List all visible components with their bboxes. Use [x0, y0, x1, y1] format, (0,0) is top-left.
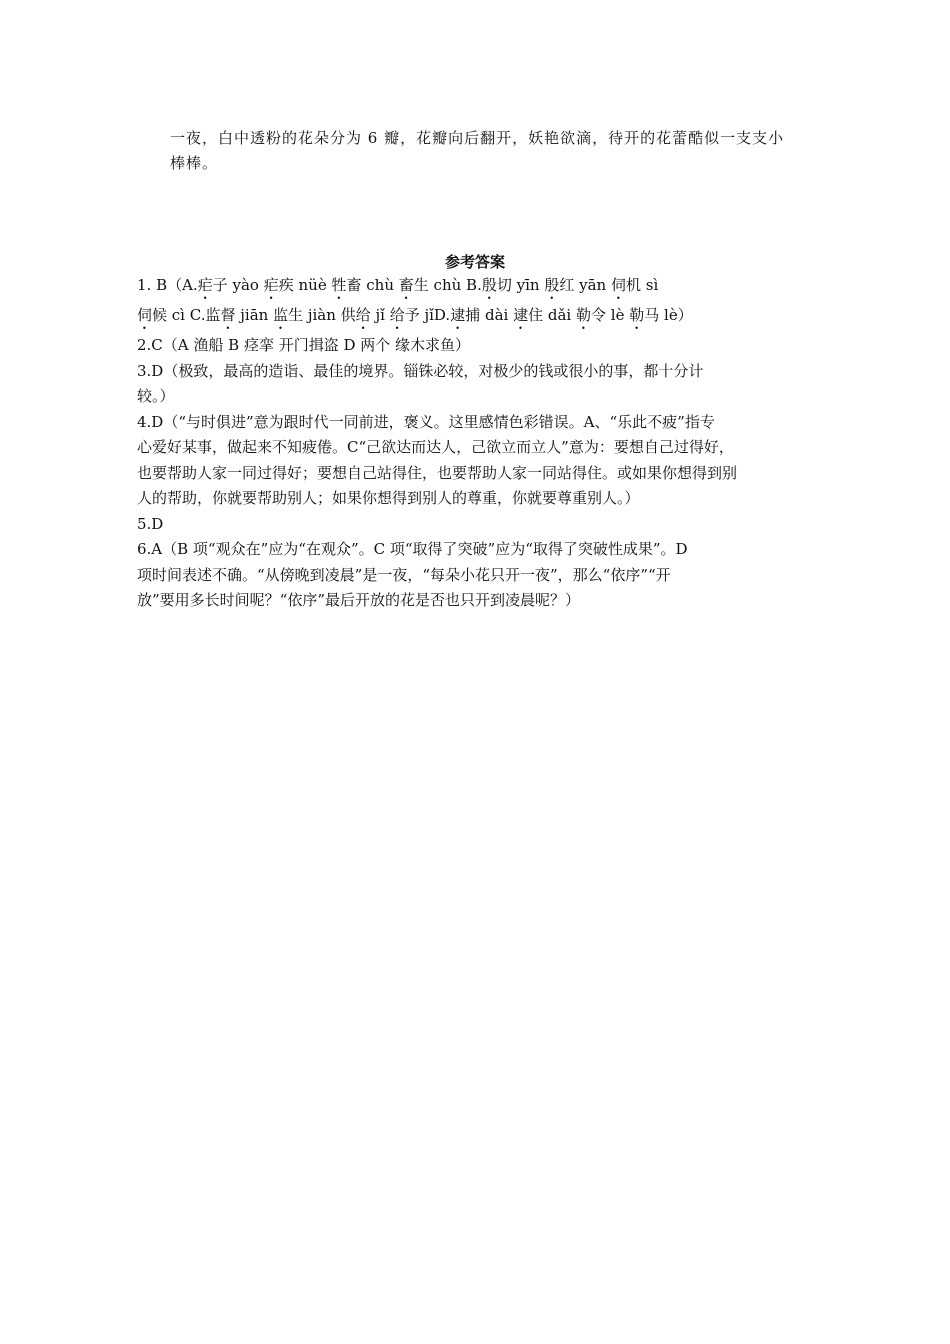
answer-text-segment: jiān: [235, 306, 274, 324]
answer-text-segment: 住 dǎi: [528, 306, 576, 324]
emphasized-character: 伺: [610, 276, 626, 294]
answer-text-segment: 子 yào: [212, 276, 264, 294]
answer-4-line: 人的帮助，你就要帮助别人；如果你想得到别人的尊重，你就要尊重别人。）: [137, 489, 640, 507]
answer-6-line: 6.A（B 项“观众在”应为“在观众”。C 项“取得了突破”应为“取得了突破性成果”。D: [137, 540, 688, 558]
answer-2: 2.C（A 渔船 B 痉挛 开门揖盗 D 两个 缘木求鱼）: [137, 336, 471, 354]
emphasized-character: 勒: [629, 306, 645, 324]
emphasized-character: 逮: [450, 306, 466, 324]
answer-text-segment: 生 jiàn 供: [288, 306, 356, 324]
answer-text-segment: 1. B（A.: [137, 276, 198, 294]
emphasized-character: 给: [389, 306, 405, 324]
answers-title: 参考答案: [444, 253, 505, 271]
answer-4-line: 也要帮助人家一同过得好；要想自己站得住，也要帮助人家一同站得住。或如果你想得到别: [137, 463, 738, 482]
emphasized-character: 监: [273, 306, 289, 324]
answer-text-segment: 机 sì: [625, 276, 659, 294]
answer-text-segment: jǐ: [370, 306, 390, 324]
answer-text-segment: 切 yīn: [496, 276, 545, 294]
answer-6-line: 项时间表述不确。“从傍晚到凌晨”是一夜，“每朵小花只开一夜”，那么“依序”“开: [137, 565, 671, 584]
answer-text-segment: 予 jǐD.: [404, 306, 451, 324]
emphasized-character: 逮: [513, 306, 529, 324]
emphasized-character: 殷: [544, 276, 560, 294]
intro-line: 棒棒。: [170, 154, 219, 172]
answer-text-segment: 令 lè: [591, 306, 630, 324]
answer-4-line: 4.D（“与时俱进”意为跟时代一同前进，褒义。这里感情色彩错误。A、“乐此不疲”指专: [137, 412, 715, 431]
answer-5: 5.D: [137, 514, 164, 533]
answer-text-segment: 捕 dài: [465, 306, 514, 324]
answer-1-line: [137, 273, 837, 303]
emphasized-character: 给: [355, 306, 371, 324]
answer-text-segment: 畜 chù: [346, 276, 399, 294]
answer-6-line: 放”要用多长时间呢？“依序”最后开放的花是否也只开到凌晨呢？）: [137, 591, 581, 609]
emphasized-character: 督: [220, 306, 236, 324]
answer-text-segment: 生 chù B.: [413, 276, 482, 294]
intro-line: 一夜，白中透粉的花朵分为 6 瓣，花瓣向后翻开，妖艳欲滴，待开的花蕾酷似一支支小: [170, 129, 785, 147]
emphasized-character: 勒: [576, 306, 592, 324]
answer-text-segment: 红 yān: [559, 276, 611, 294]
answer-3-line: 3.D（极致，最高的造诣、最佳的境界。锱铢必较，对极少的钱或很小的事，都十分计: [137, 361, 704, 380]
answers-list: [137, 273, 837, 614]
answer-4-line: 心爱好某事，做起来不知疲倦。C“己欲达而达人，己欲立而立人”意为：要想自己过得好，: [137, 438, 734, 456]
emphasized-character: 牲: [331, 276, 347, 294]
emphasized-character: 伺: [137, 306, 153, 324]
answer-text-segment: 疾 nüè: [278, 276, 332, 294]
emphasized-character: 殷: [481, 276, 497, 294]
emphasized-character: 疟: [197, 276, 213, 294]
answer-1-line: [137, 303, 837, 333]
emphasized-character: 疟: [263, 276, 279, 294]
answer-text-segment: 马 lè）: [644, 306, 693, 324]
emphasized-character: 畜: [398, 276, 414, 294]
answer-3-line: 较。）: [137, 387, 175, 405]
answer-text-segment: 候 cì C.监: [152, 306, 221, 324]
intro-paragraph: [170, 126, 820, 176]
